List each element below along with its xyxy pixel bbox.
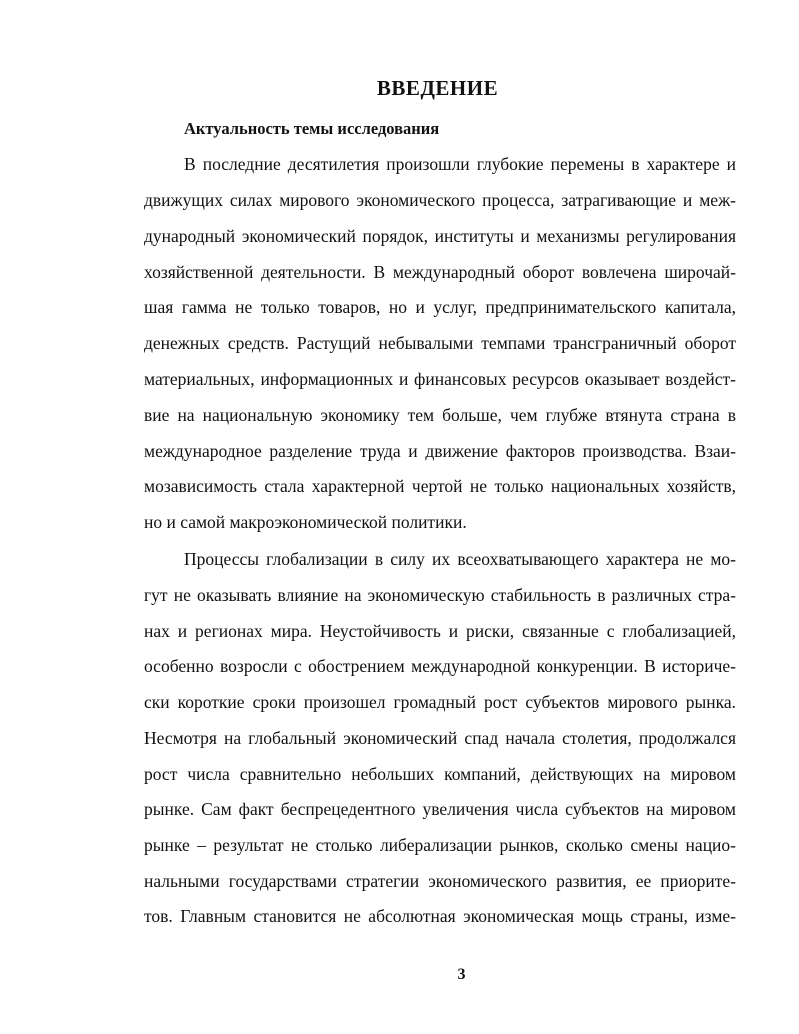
text-line: шая гамма не только товаров, но и услуг, предпринимательского капитала,: [144, 297, 736, 317]
text-line: Несмотря на глобальный экономический спад начала столетия, продолжался: [144, 728, 736, 748]
text-line: гут не оказывать влияние на экономическую стабильность в различных стра-: [144, 585, 736, 605]
text-line: движущих силах мирового экономического процесса, затрагивающие и меж-: [144, 190, 736, 210]
text-line: Процессы глобализации в силу их всеохватывающего характера не мо-: [184, 549, 736, 569]
page-number: 3: [457, 966, 466, 983]
text-line: рынке. Сам факт беспрецедентного увеличения числа субъектов на мировом: [144, 799, 736, 819]
text-line: В последние десятилетия произошли глубокие перемены в характере и: [184, 154, 736, 174]
page-title: ВВЕДЕНИЕ: [376, 76, 499, 100]
text-line: вие на национальную экономику тем больше, чем глубже втянута страна в: [144, 405, 736, 425]
text-line: рост числа сравнительно небольших компаний, действующих на мировом: [144, 764, 736, 784]
text-line: нальными государствами стратегии экономического развития, ее приорите-: [144, 871, 736, 891]
text-line: тов. Главным становится не абсолютная экономическая мощь страны, изме-: [144, 906, 736, 926]
text-line: международное разделение труда и движение факторов производства. Взаи-: [144, 441, 736, 461]
text-line: ски короткие сроки произошел громадный рост субъектов мирового рынка.: [144, 692, 736, 712]
text-line: нах и регионах мира. Неустойчивость и риски, связанные с глобализацией,: [144, 621, 736, 641]
text-line: но и самой макроэкономической политики.: [144, 512, 467, 532]
text-line: материальных, информационных и финансовых ресурсов оказывает воздейст-: [144, 369, 736, 389]
text-line: мозависимость стала характерной чертой не только национальных хозяйств,: [144, 476, 736, 496]
text-line: особенно возросли с обострением международной конкуренции. В историче-: [144, 656, 736, 676]
text-line: денежных средств. Растущий небывалыми темпами трансграничный оборот: [144, 333, 736, 353]
text-line: рынке – результат не столько либерализации рынков, сколько смены нацио-: [144, 835, 736, 855]
text-line: дународный экономический порядок, институты и механизмы регулирования: [144, 226, 736, 246]
section-subheading: Актуальность темы исследования: [184, 119, 440, 138]
text-line: хозяйственной деятельности. В международный оборот вовлечена широчай-: [144, 262, 736, 282]
